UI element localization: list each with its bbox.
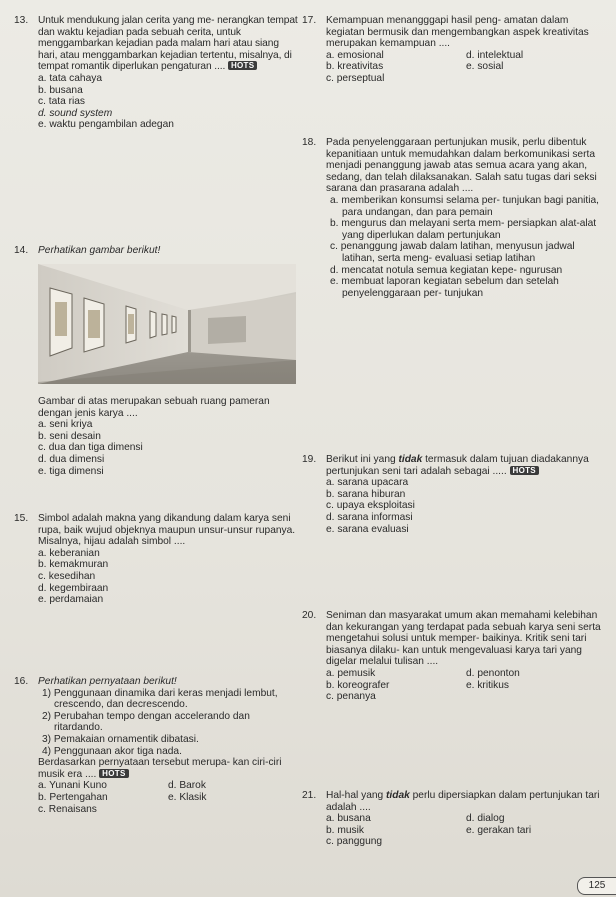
option-e: e. perdamaian xyxy=(38,594,104,606)
option-b: b. busana xyxy=(38,84,83,96)
question-text: Gambar di atas merupakan sebuah ruang pameran dengan jenis karya .... xyxy=(38,396,270,419)
question-number: 16. xyxy=(14,676,29,687)
option-b: b. mengurus dan melayani serta mem- persiapkan alat-alat yang diperlukan dalam pertunjukan xyxy=(330,218,597,241)
question-stem: Seniman dan masyarakat umum akan memahami kelebihan dan kekurangan yang terdapat pada sebuah karya seni serta mengetahui solusi untuk memper- baikinya. Kritik seni tari biasanya dilaku- kan untuk mengevaluasi karya tari yang digelar melalui tulisan .... xyxy=(326,610,601,668)
statement-4: 4) Penggunaan akor tiga nada. xyxy=(42,745,182,757)
option-d: d. penonton xyxy=(466,667,520,679)
option-b: b. sarana hiburan xyxy=(326,488,406,500)
question-14-body xyxy=(16,396,298,477)
question-14 xyxy=(16,245,298,257)
question-19 xyxy=(304,454,606,535)
hots-badge: HOTS xyxy=(228,61,257,70)
question-stem: Perhatikan gambar berikut! xyxy=(38,245,161,256)
option-c: c. tata rias xyxy=(38,96,85,108)
question-stem xyxy=(326,454,606,477)
options-row-2 xyxy=(326,825,606,837)
question-stem xyxy=(326,790,606,813)
question-stem: Kemampuan menangggapi hasil peng- amatan dalam kegiatan bermusik dan mengembangkan aspek kreativitas merupakan kemampuan .... xyxy=(326,15,589,50)
question-text xyxy=(38,757,298,780)
option-c: c. Renaisans xyxy=(38,803,97,815)
question-stem: Perhatikan pernyataan berikut! xyxy=(38,676,177,687)
stem-post: perlu dipersiapkan dalam pertunjukan tari adalah .... xyxy=(326,790,600,813)
stem-text: Untuk mendukung jalan cerita yang me- nerangkan tempat dan waktu kejadian pada sebuah cerita, untuk menggambarkan kejadian pada malam hari atau siang hari, atau menggambarkan kejadian tertentu, misalnya, di tempat romantik diperlukan pengaturan .... xyxy=(38,15,298,73)
statement-3: 3) Pemakaian ornamentik dibatasi. xyxy=(42,733,199,745)
question-stem: Pada penyelenggaraan pertunjukan musik, perlu dibentuk kepanitiaan untuk memudahkan dalam berkomunikasi serta menjadi penanggung jawab atas semua acara yang akan, sedang, dan telah dilaksanakan. Salah satu tugas dari seksi sarana dan prasarana adalah .... xyxy=(326,137,597,195)
question-number: 13. xyxy=(14,15,29,26)
options-row-2 xyxy=(326,61,606,73)
option-c: c. penanggung jawab dalam latihan, menyusun jadwal latihan, serta meng- evaluasi setiap latihan xyxy=(330,241,575,264)
options-row-1 xyxy=(38,780,298,792)
question-16 xyxy=(16,676,298,815)
question-text-content: Berdasarkan pernyataan tersebut merupa- kan ciri-ciri musik era .... xyxy=(38,757,282,780)
option-a: a. seni kriya xyxy=(38,419,93,431)
question-stem xyxy=(38,15,298,73)
option-d: d. sarana informasi xyxy=(326,511,413,523)
question-18 xyxy=(304,137,606,299)
option-e: e. waktu pengambilan adegan xyxy=(38,119,174,131)
option-b: b. kreativitas xyxy=(326,61,384,73)
statement-1: 1) Penggunaan dinamika dari keras menjadi lembut, crescendo, dan decrescendo. xyxy=(42,687,278,711)
option-a: a. Yunani Kuno xyxy=(38,780,107,792)
option-a: a. tata cahaya xyxy=(38,72,103,84)
option-b: b. koreografer xyxy=(326,679,390,691)
option-e: e. tiga dimensi xyxy=(38,465,104,477)
option-d: d. Barok xyxy=(168,780,206,792)
option-a: a. sarana upacara xyxy=(326,477,409,489)
options-row-1 xyxy=(326,668,606,680)
question-number: 17. xyxy=(302,15,317,26)
hots-badge: HOTS xyxy=(99,769,128,778)
stem-pre: Berikut ini yang xyxy=(326,454,399,465)
option-c: c. panggung xyxy=(326,836,383,848)
option-e: e. Klasik xyxy=(168,791,207,803)
option-c: c. perseptual xyxy=(326,72,385,84)
question-21 xyxy=(304,790,606,848)
question-20 xyxy=(304,610,606,703)
question-number: 18. xyxy=(302,137,317,148)
question-number: 19. xyxy=(302,454,317,465)
option-c: c. dua dan tiga dimensi xyxy=(38,442,143,454)
option-b: b. kemakmuran xyxy=(38,559,109,571)
stem-pre: Hal-hal yang xyxy=(326,790,387,801)
option-b: b. musik xyxy=(326,824,364,836)
option-a: a. keberanian xyxy=(38,547,100,559)
question-number: 14. xyxy=(14,245,29,256)
page-number: 125 xyxy=(577,877,616,895)
option-a: a. emosional xyxy=(326,49,384,61)
option-c: c. penanya xyxy=(326,691,376,703)
option-a: a. busana xyxy=(326,813,371,825)
option-e: e. kritikus xyxy=(466,679,510,691)
hots-badge: HOTS xyxy=(510,466,539,475)
question-number: 15. xyxy=(14,513,29,524)
options-row-2 xyxy=(38,792,298,804)
option-d: d. dialog xyxy=(466,813,505,825)
statement-2: 2) Perubahan tempo dengan accelerando dan ritardando. xyxy=(42,710,250,734)
question-number: 21. xyxy=(302,790,317,801)
option-b: b. seni desain xyxy=(38,430,101,442)
question-number: 20. xyxy=(302,610,317,621)
option-c: c. kesedihan xyxy=(38,570,96,582)
option-d: d. intelektual xyxy=(466,49,524,61)
question-stem: Simbol adalah makna yang dikandung dalam karya seni rupa, baik wujud objeknya maupun unsur-unsur rupanya. Misalnya, hijau adalah simbol .... xyxy=(38,513,296,548)
option-e: e. gerakan tari xyxy=(466,824,532,836)
gallery-illustration xyxy=(38,264,296,384)
stem-post: termasuk dalam tujuan diadakannya pertunjukan seni tari adalah sebagai ..... xyxy=(326,454,589,477)
question-15 xyxy=(16,513,298,606)
question-17 xyxy=(304,15,606,85)
options-row-2 xyxy=(326,680,606,692)
stem-emphasis: tidak xyxy=(386,790,410,801)
option-d: d. kegembiraan xyxy=(38,582,109,594)
option-d: d. sound system xyxy=(38,107,113,119)
option-e: e. membuat laporan kegiatan sebelum dan setelah penyelenggaraan per- tunjukan xyxy=(330,276,559,299)
options-row-1 xyxy=(326,813,606,825)
stem-emphasis: tidak xyxy=(398,454,423,465)
options-row-1 xyxy=(326,50,606,62)
option-e: e. sosial xyxy=(466,61,504,73)
option-e: e. sarana evaluasi xyxy=(326,523,409,535)
option-d: d. dua dimensi xyxy=(38,453,105,465)
option-a: a. memberikan konsumsi selama per- tunjukan bagi panitia, para undangan, dan para pemain xyxy=(330,194,599,218)
option-b: b. Pertengahan xyxy=(38,791,108,803)
gallery-photo xyxy=(38,264,296,384)
question-13 xyxy=(16,15,298,131)
option-d: d. mencatat notula semua kegiatan kepe- ngurusan xyxy=(330,264,563,276)
option-a: a. pemusik xyxy=(326,667,376,679)
option-c: c. upaya eksploitasi xyxy=(326,500,415,512)
